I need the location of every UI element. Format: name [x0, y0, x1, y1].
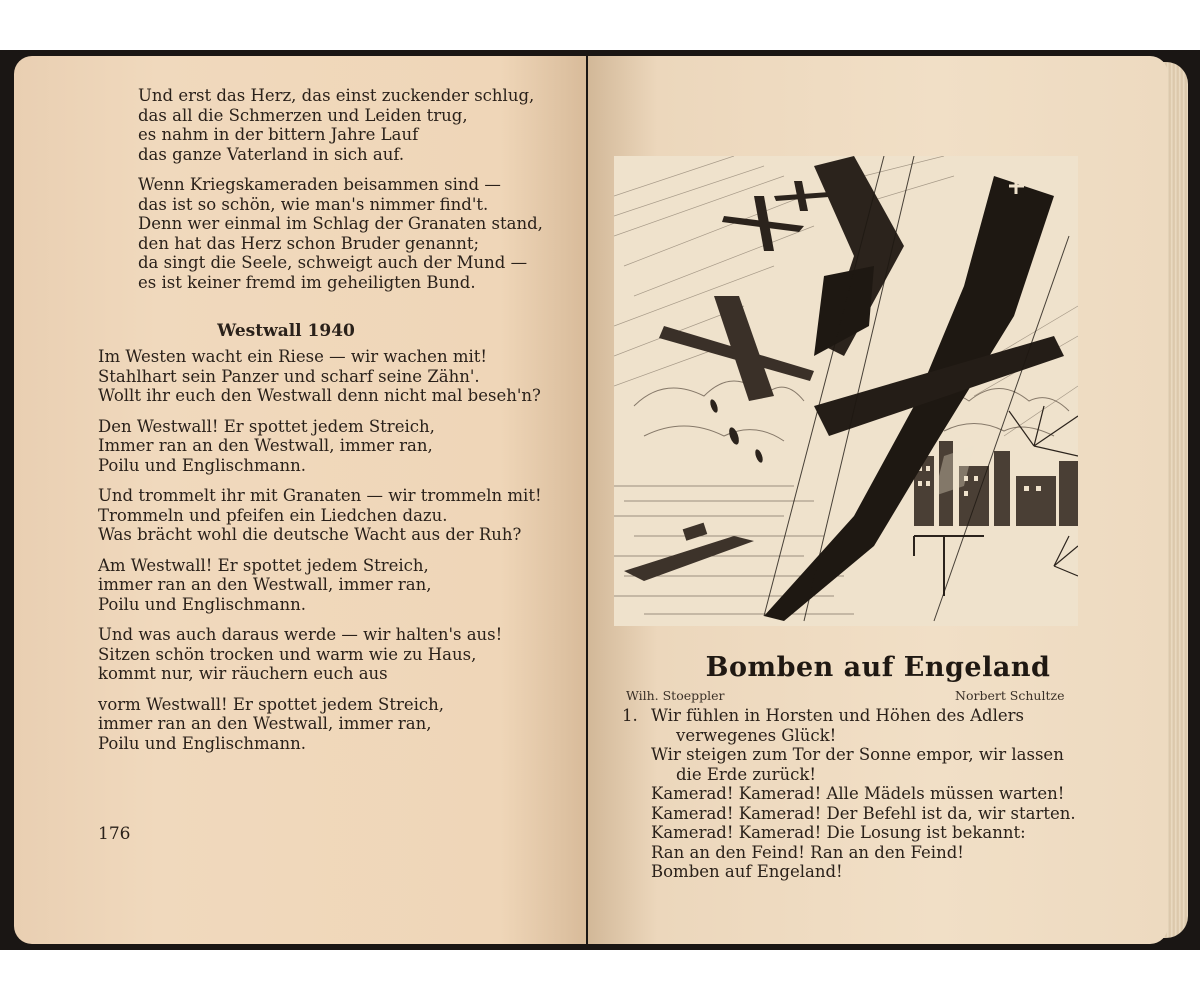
stanza — [98, 695, 542, 754]
westwall-title: Westwall 1940 — [217, 321, 355, 341]
chorus-line: Kamerad! Kamerad! Der Befehl ist da, wir starten. — [651, 803, 1076, 823]
poem-line: Sitzen schön trocken und warm wie zu Haus, — [98, 644, 477, 664]
lyricist-credit: Wilh. Stoeppler — [626, 688, 725, 703]
poem-line: den hat das Herz schon Bruder genannt; — [138, 233, 480, 253]
poem-line: es ist keiner fremd im geheiligten Bund. — [138, 272, 476, 292]
stanza — [138, 86, 543, 164]
poem-line: Denn wer einmal im Schlag der Granaten stand, — [138, 214, 543, 233]
poem-line: kommt nur, wir räuchern euch aus — [98, 664, 388, 683]
chorus-line: Ran an den Feind! Ran an den Feind! — [651, 842, 964, 862]
poem-line: Und was auch daraus werde — wir halten's aus! — [98, 625, 503, 644]
poem-line: vorm Westwall! Er spottet jedem Streich, — [98, 694, 445, 714]
poem-line: Poilu und Englischmann. — [98, 455, 306, 475]
song-verse — [622, 706, 1076, 882]
poem-line: Immer ran an den Westwall, immer ran, — [98, 436, 433, 455]
poem-line: immer ran an den Westwall, immer ran, — [98, 575, 432, 594]
poem-line: das ganze Vaterland in sich auf. — [138, 144, 405, 164]
stanza — [98, 417, 542, 476]
page-number: 176 — [98, 824, 131, 844]
poem-line: Am Westwall! Er spottet jedem Streich, — [98, 555, 429, 575]
song-title: Bomben auf Engeland — [705, 652, 1051, 683]
intro-poem — [138, 86, 543, 303]
verse-line: die Erde zurück! — [676, 764, 817, 784]
stanza — [98, 486, 542, 545]
stanza — [138, 175, 543, 292]
chorus-line: Kamerad! Kamerad! Die Losung ist bekannt: — [651, 823, 1026, 842]
poem-line: Stahlhart sein Panzer und scharf seine Zähn'. — [98, 366, 480, 386]
poem-line: das ist so schön, wie man's nimmer find't. — [138, 194, 489, 214]
poem-line: Und trommelt ihr mit Granaten — wir trommeln mit! — [98, 486, 542, 505]
poem-line: Und erst das Herz, das einst zuckender schlug, — [138, 86, 535, 105]
chorus-line: Bomben auf Engeland! — [651, 862, 843, 881]
chorus-line: Kamerad! Kamerad! Alle Mädels müssen warten! — [651, 784, 1065, 803]
poem-line: das all die Schmerzen und Leiden trug, — [138, 105, 468, 125]
poem-line: immer ran an den Westwall, immer ran, — [98, 714, 432, 733]
poem-line: Den Westwall! Er spottet jedem Streich, — [98, 416, 435, 436]
composer-credit: Norbert Schultze — [955, 688, 1065, 703]
poem-line: da singt die Seele, schweigt auch der Mund — — [138, 253, 528, 272]
poem-line: es nahm in der bittern Jahre Lauf — [138, 125, 419, 144]
poem-line: Wollt ihr euch den Westwall denn nicht mal beseh'n? — [98, 386, 541, 405]
westwall-poem — [98, 347, 542, 764]
stanza — [98, 347, 542, 406]
stanza — [98, 556, 542, 615]
verse-line: Wir steigen zum Tor der Sonne empor, wir lassen — [651, 745, 1064, 764]
verse-number: 1. — [622, 706, 638, 725]
verse-line-text: Wir fühlen in Horsten und Höhen des Adlers — [651, 706, 1025, 725]
verse-line — [622, 706, 1076, 726]
poem-line: Trommeln und pfeifen ein Liedchen dazu. — [98, 505, 448, 525]
stanza — [98, 625, 542, 684]
poem-line: Wenn Kriegskameraden beisammen sind — — [138, 175, 501, 194]
dive-bombers-illustration-icon — [614, 156, 1078, 626]
verse-line: verwegenes Glück! — [676, 725, 837, 745]
poem-line: Poilu und Englischmann. — [98, 594, 306, 614]
poem-line: Was brächt wohl die deutsche Wacht aus der Ruh? — [98, 525, 522, 544]
poem-line: Im Westen wacht ein Riese — wir wachen mit! — [98, 347, 488, 366]
poem-line: Poilu und Englischmann. — [98, 733, 306, 753]
